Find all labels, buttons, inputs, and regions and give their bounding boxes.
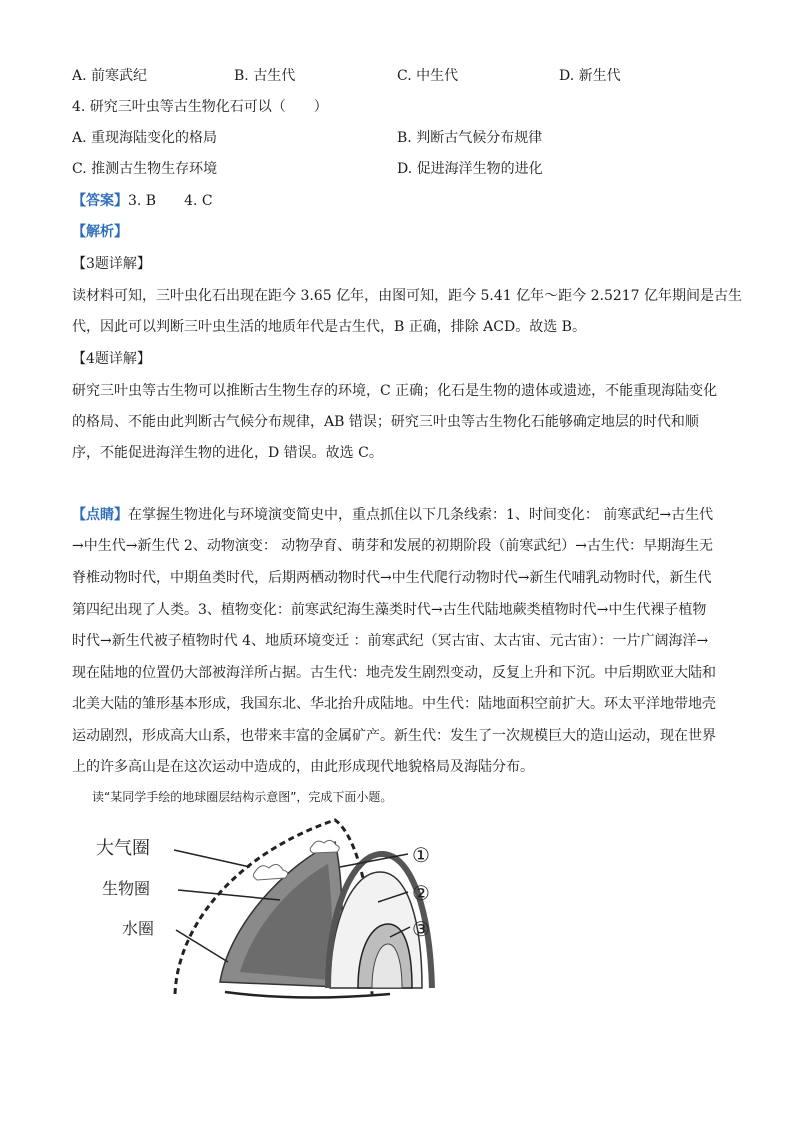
dianjing-line: 第四纪出现了人类。3、植物变化：前寒武纪海生藻类时代→古生代陆地蕨类植物时代→中生代裸子植物 xyxy=(72,602,707,618)
q3-option-d: D. 新生代 xyxy=(559,68,621,84)
dianjing-line: 时代→新生代被子植物时代 4、地质环境变迁 ：前寒武纪（冥古宙、太古宙、元古宙）：一片广阔海洋→ xyxy=(72,633,709,649)
dianjing-line: 脊椎动物时代，中期鱼类时代，后期两栖动物时代→中生代爬行动物时代→新生代哺乳动物时代，新生代 xyxy=(72,570,712,586)
dianjing-line xyxy=(72,505,713,525)
leader-line xyxy=(176,930,228,962)
label-biosphere: 生物圈 xyxy=(102,879,151,898)
dianjing-line: 上的许多高山是在这次运动中造成的，由此形成现代地貌格局及海陆分布。 xyxy=(72,759,534,775)
analysis-line xyxy=(72,222,128,242)
dianjing-line: 现在陆地的位置仍大部被海洋所占据。古生代：地壳发生剧烈变动，反复上升和下沉。中后期欧亚大陆和 xyxy=(72,665,716,681)
label-number-1: ① xyxy=(412,843,430,867)
answer-label: 【答案】 xyxy=(72,193,128,209)
q3-option-a: A. 前寒武纪 xyxy=(72,68,148,84)
detail3-line: 读材料可知，三叶虫化石出现在距今 3.65 亿年，由图可知，距今 5.41 亿年～距今 2.5217 亿年期间是古生 xyxy=(72,288,743,304)
q4-option-a: A. 重现海陆变化的格局 xyxy=(72,130,218,146)
cloud-icon xyxy=(253,864,287,880)
leader-line xyxy=(174,850,250,867)
answer-line xyxy=(72,191,213,211)
label-hydrosphere: 水圈 xyxy=(122,919,155,938)
detail4-line: 研究三叶虫等古生物可以推断古生物生存的环境，C 正确；化石是生物的遗体或遗迹，不能重现海陆变化 xyxy=(72,383,718,399)
q4-option-b: B. 判断古气候分布规律 xyxy=(397,130,543,146)
dianjing-text: 在掌握生物进化与环境演变简史中，重点抓住以下几条线索：1、时间变化： 前寒武纪→古生代 xyxy=(128,507,714,523)
q4-option-d: D. 促进海洋生物的进化 xyxy=(397,161,543,177)
detail3-heading: 【3题详解】 xyxy=(72,256,151,272)
detail4-heading: 【4题详解】 xyxy=(72,351,151,367)
diagram-intro: 读“某同学手绘的地球圈层结构示意图”，完成下面小题。 xyxy=(92,790,393,804)
q3-option-c: C. 中生代 xyxy=(397,68,459,84)
dianjing-label: 【点睛】 xyxy=(72,507,128,523)
label-number-2: ② xyxy=(412,881,430,905)
label-number-3: ③ xyxy=(412,917,430,941)
detail4-line: 序，不能促进海洋生物的进化，D 错误。故选 C。 xyxy=(72,445,383,461)
analysis-label: 【解析】 xyxy=(72,224,128,240)
detail4-line: 的格局、不能由此判断古气候分布规律，AB 错误；研究三叶虫等古生物化石能够确定地层的时代和顺 xyxy=(72,414,699,430)
earth-spheres-diagram xyxy=(90,812,450,1002)
dianjing-line: 运动剧烈，形成高大山系，也带来丰富的金属矿产。新生代：发生了一次规模巨大的造山运动，现在世界 xyxy=(72,728,716,744)
ground-line xyxy=(225,992,390,998)
q4-option-c: C. 推测古生物生存环境 xyxy=(72,161,218,177)
q4-stem: 4. 研究三叶虫等古生物化石可以（ ） xyxy=(72,99,328,115)
dianjing-line: 北美大陆的雏形基本形成，我国东北、华北抬升成陆地。中生代：陆地面积空前扩大。环太平洋地带地壳 xyxy=(72,696,716,712)
answer-text: 3. B 4. C xyxy=(128,193,213,209)
dianjing-line: →中生代→新生代 2、动物演变： 动物孕育、萌芽和发展的初期阶段（前寒武纪）→古生代：早期海生无 xyxy=(72,538,713,554)
detail3-line: 代，因此可以判断三叶虫生活的地质年代是古生代，B 正确，排除 ACD。故选 B。 xyxy=(72,319,586,335)
leader-line xyxy=(178,890,280,900)
q3-option-b: B. 古生代 xyxy=(234,68,296,84)
label-atmosphere: 大气圈 xyxy=(96,838,150,859)
